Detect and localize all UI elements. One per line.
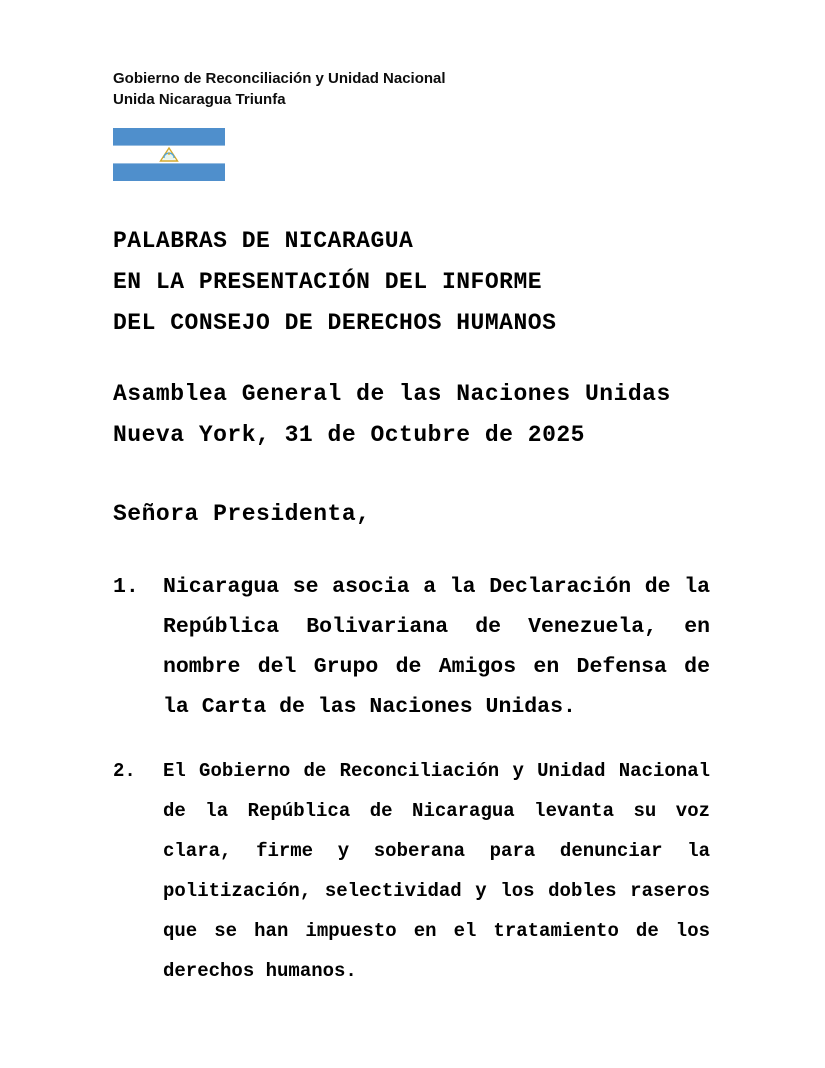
nicaragua-flag-icon (113, 128, 225, 181)
paragraph-2-text: El Gobierno de Reconciliación y Unidad Nacional de la República de Nicaragua levanta su voz clara, firme y soberana para denunciar la politización, selectividad y los dobles raseros que se han impuesto en el tratamiento de los derechos humanos. (163, 760, 710, 982)
letterhead (113, 68, 710, 110)
salutation: Señora Presidenta, (113, 501, 371, 527)
event-venue: Asamblea General de las Naciones Unidas (113, 381, 671, 407)
paragraph-1-number: 1. (113, 575, 139, 599)
title-line-1: PALABRAS DE NICARAGUA (113, 228, 414, 254)
title-line-2: EN LA PRESENTACIÓN DEL INFORME (113, 269, 543, 295)
paragraph-1 (113, 567, 710, 727)
letterhead-line-1: Gobierno de Reconciliación y Unidad Nacional (113, 70, 446, 87)
flag-top-stripe (113, 128, 225, 146)
paragraph-2-number: 2. (113, 760, 136, 782)
title-line-3: DEL CONSEJO DE DERECHOS HUMANOS (113, 310, 557, 336)
paragraph-1-text: Nicaragua se asocia a la Declaración de la República Bolivariana de Venezuela, en nombre del Grupo de Amigos en Defensa de la Carta de las Naciones Unidas. (163, 575, 710, 719)
flag-bottom-stripe (113, 163, 225, 181)
paragraph-2 (113, 751, 710, 991)
event-date: Nueva York, 31 de Octubre de 2025 (113, 422, 585, 448)
event-details (113, 374, 710, 456)
letterhead-line-2: Unida Nicaragua Triunfa (113, 91, 286, 108)
document-title (113, 221, 710, 344)
